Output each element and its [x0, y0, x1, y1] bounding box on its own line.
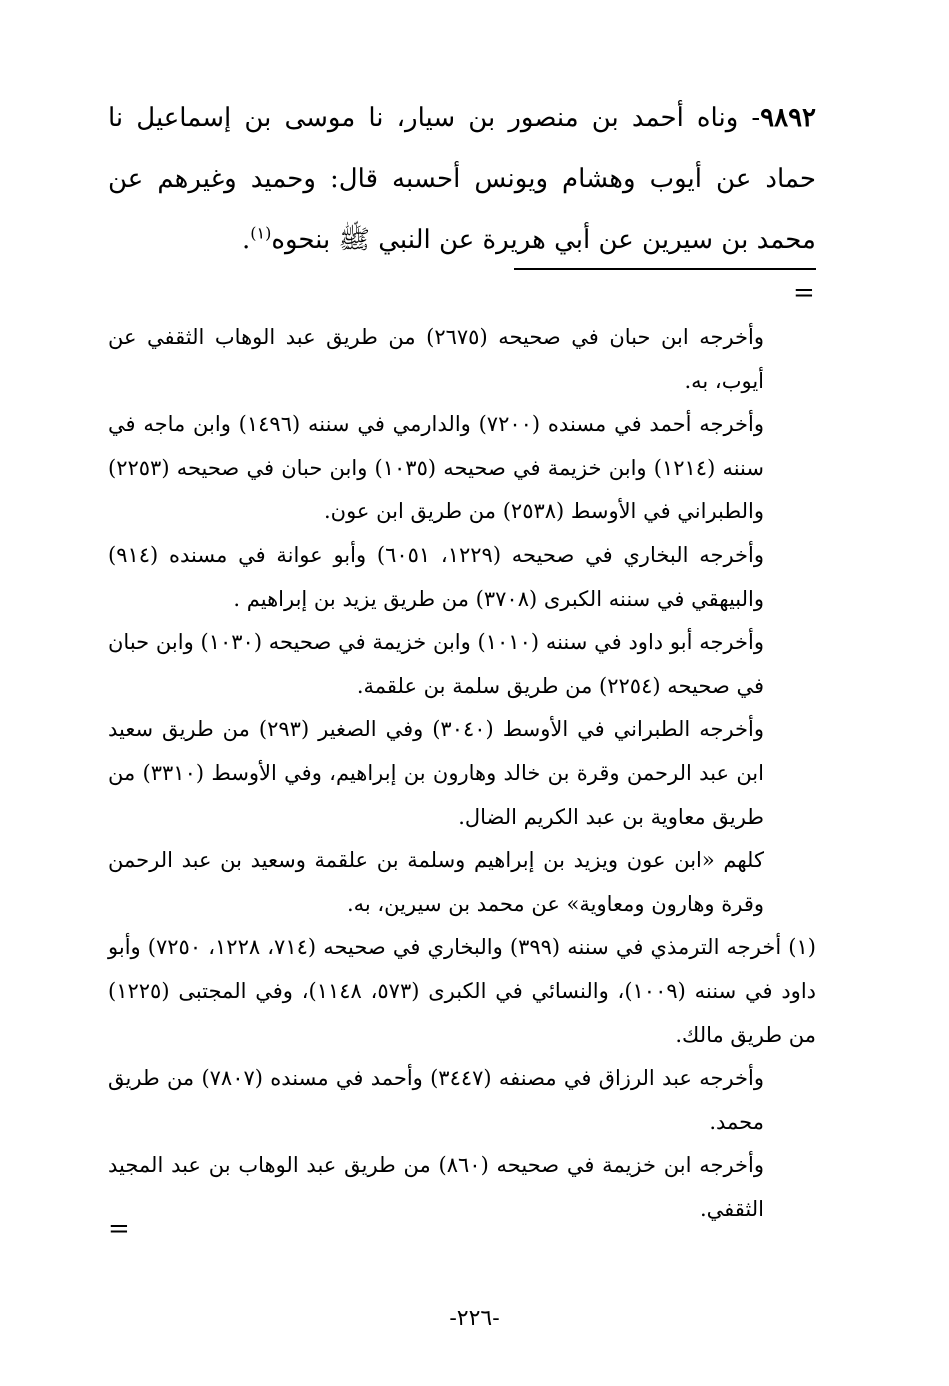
footnote-paragraph: وأخرجه عبد الرزاق في مصنفه (٣٤٤٧) وأحمد في مسنده (٧٨٠٧) من طريق محمد. — [108, 1066, 764, 1134]
note-paragraph: وأخرجه ابن حبان في صحيحه (٢٦٧٥) من طريق عبد الوهاب الثقفي عن أيوب، به. — [108, 325, 764, 393]
hadith-text: - وناه أحمد بن منصور بن سيار، نا موسى بن إسماعيل نا حماد عن أيوب وهشام ويونس أحسبه قال: وحميد وغيرهم عن محمد بن سيرين عن أبي هريرة عن النبي ﷺ بنحوه — [108, 103, 816, 255]
footnotes-section — [108, 316, 816, 1231]
page-number: -٢٢٦- — [449, 1306, 500, 1331]
note-paragraph: وأخرجه أحمد في مسنده (٧٢٠٠) والدارمي في سننه (١٤٩٦) وابن ماجه في سننه (١٢١٤) وابن خزيمة في صحيحه (١٠٣٥) وابن حبان في صحيحه (٢٢٥٣) والطبراني في الأوسط (٢٥٣٨) من طريق ابن عون. — [108, 412, 764, 524]
footnote-separator — [514, 268, 816, 270]
note-paragraph: وأخرجه البخاري في صحيحه (١٢٢٩، ٦٠٥١) وأبو عوانة في مسنده (٩١٤) والبيهقي في سننه الكبرى (٣٧٠٨) من طريق يزيد بن إبراهيم . — [108, 542, 764, 611]
continuation-marker-top: = — [793, 278, 815, 308]
note-paragraph: كلهم «ابن عون ويزيد بن إبراهيم وسلمة بن علقمة وسعيد بن عبد الرحمن وقرة وهارون ومعاوية» عن محمد بن سيرين، به. — [108, 848, 764, 916]
footnote-1 — [108, 926, 816, 1057]
note-paragraph: وأخرجه الطبراني في الأوسط (٣٠٤٠) وفي الصغير (٢٩٣) من طريق سعيد ابن عبد الرحمن وقرة بن خالد وهارون بن إبراهيم، وفي الأوسط (٣٣١٠) من طريق معاوية بن عبد الكريم الضال. — [108, 717, 764, 829]
footnote-reference: (١) — [250, 223, 272, 243]
note-paragraph: وأخرجه أبو داود في سننه (١٠١٠) وابن خزيمة في صحيحه (١٠٣٠) وابن حبان في صحيحه (٢٢٥٤) من طريق سلمة بن علقمة. — [108, 630, 764, 698]
footnote-text: أخرجه الترمذي في سننه (٣٩٩) والبخاري في صحيحه (٧١٤، ١٢٢٨، ٧٢٥٠) وأبو داود في سننه (١٠٠٩)، والنسائي في الكبرى (٥٧٣، ١١٤٨)، وفي المجتبى (١٢٢٥) من طريق مالك. — [108, 935, 816, 1047]
hadith-number: ٩٨٩٢ — [760, 103, 816, 133]
continuation-marker-bottom: = — [108, 1214, 130, 1244]
footnote-marker: (١) — [788, 935, 816, 960]
footnote-paragraph: وأخرجه ابن خزيمة في صحيحه (٨٦٠) من طريق عبد الوهاب بن عبد المجيد الثقفي. — [108, 1153, 764, 1221]
hadith-paragraph — [108, 88, 816, 271]
hadith-end: . — [241, 225, 251, 255]
